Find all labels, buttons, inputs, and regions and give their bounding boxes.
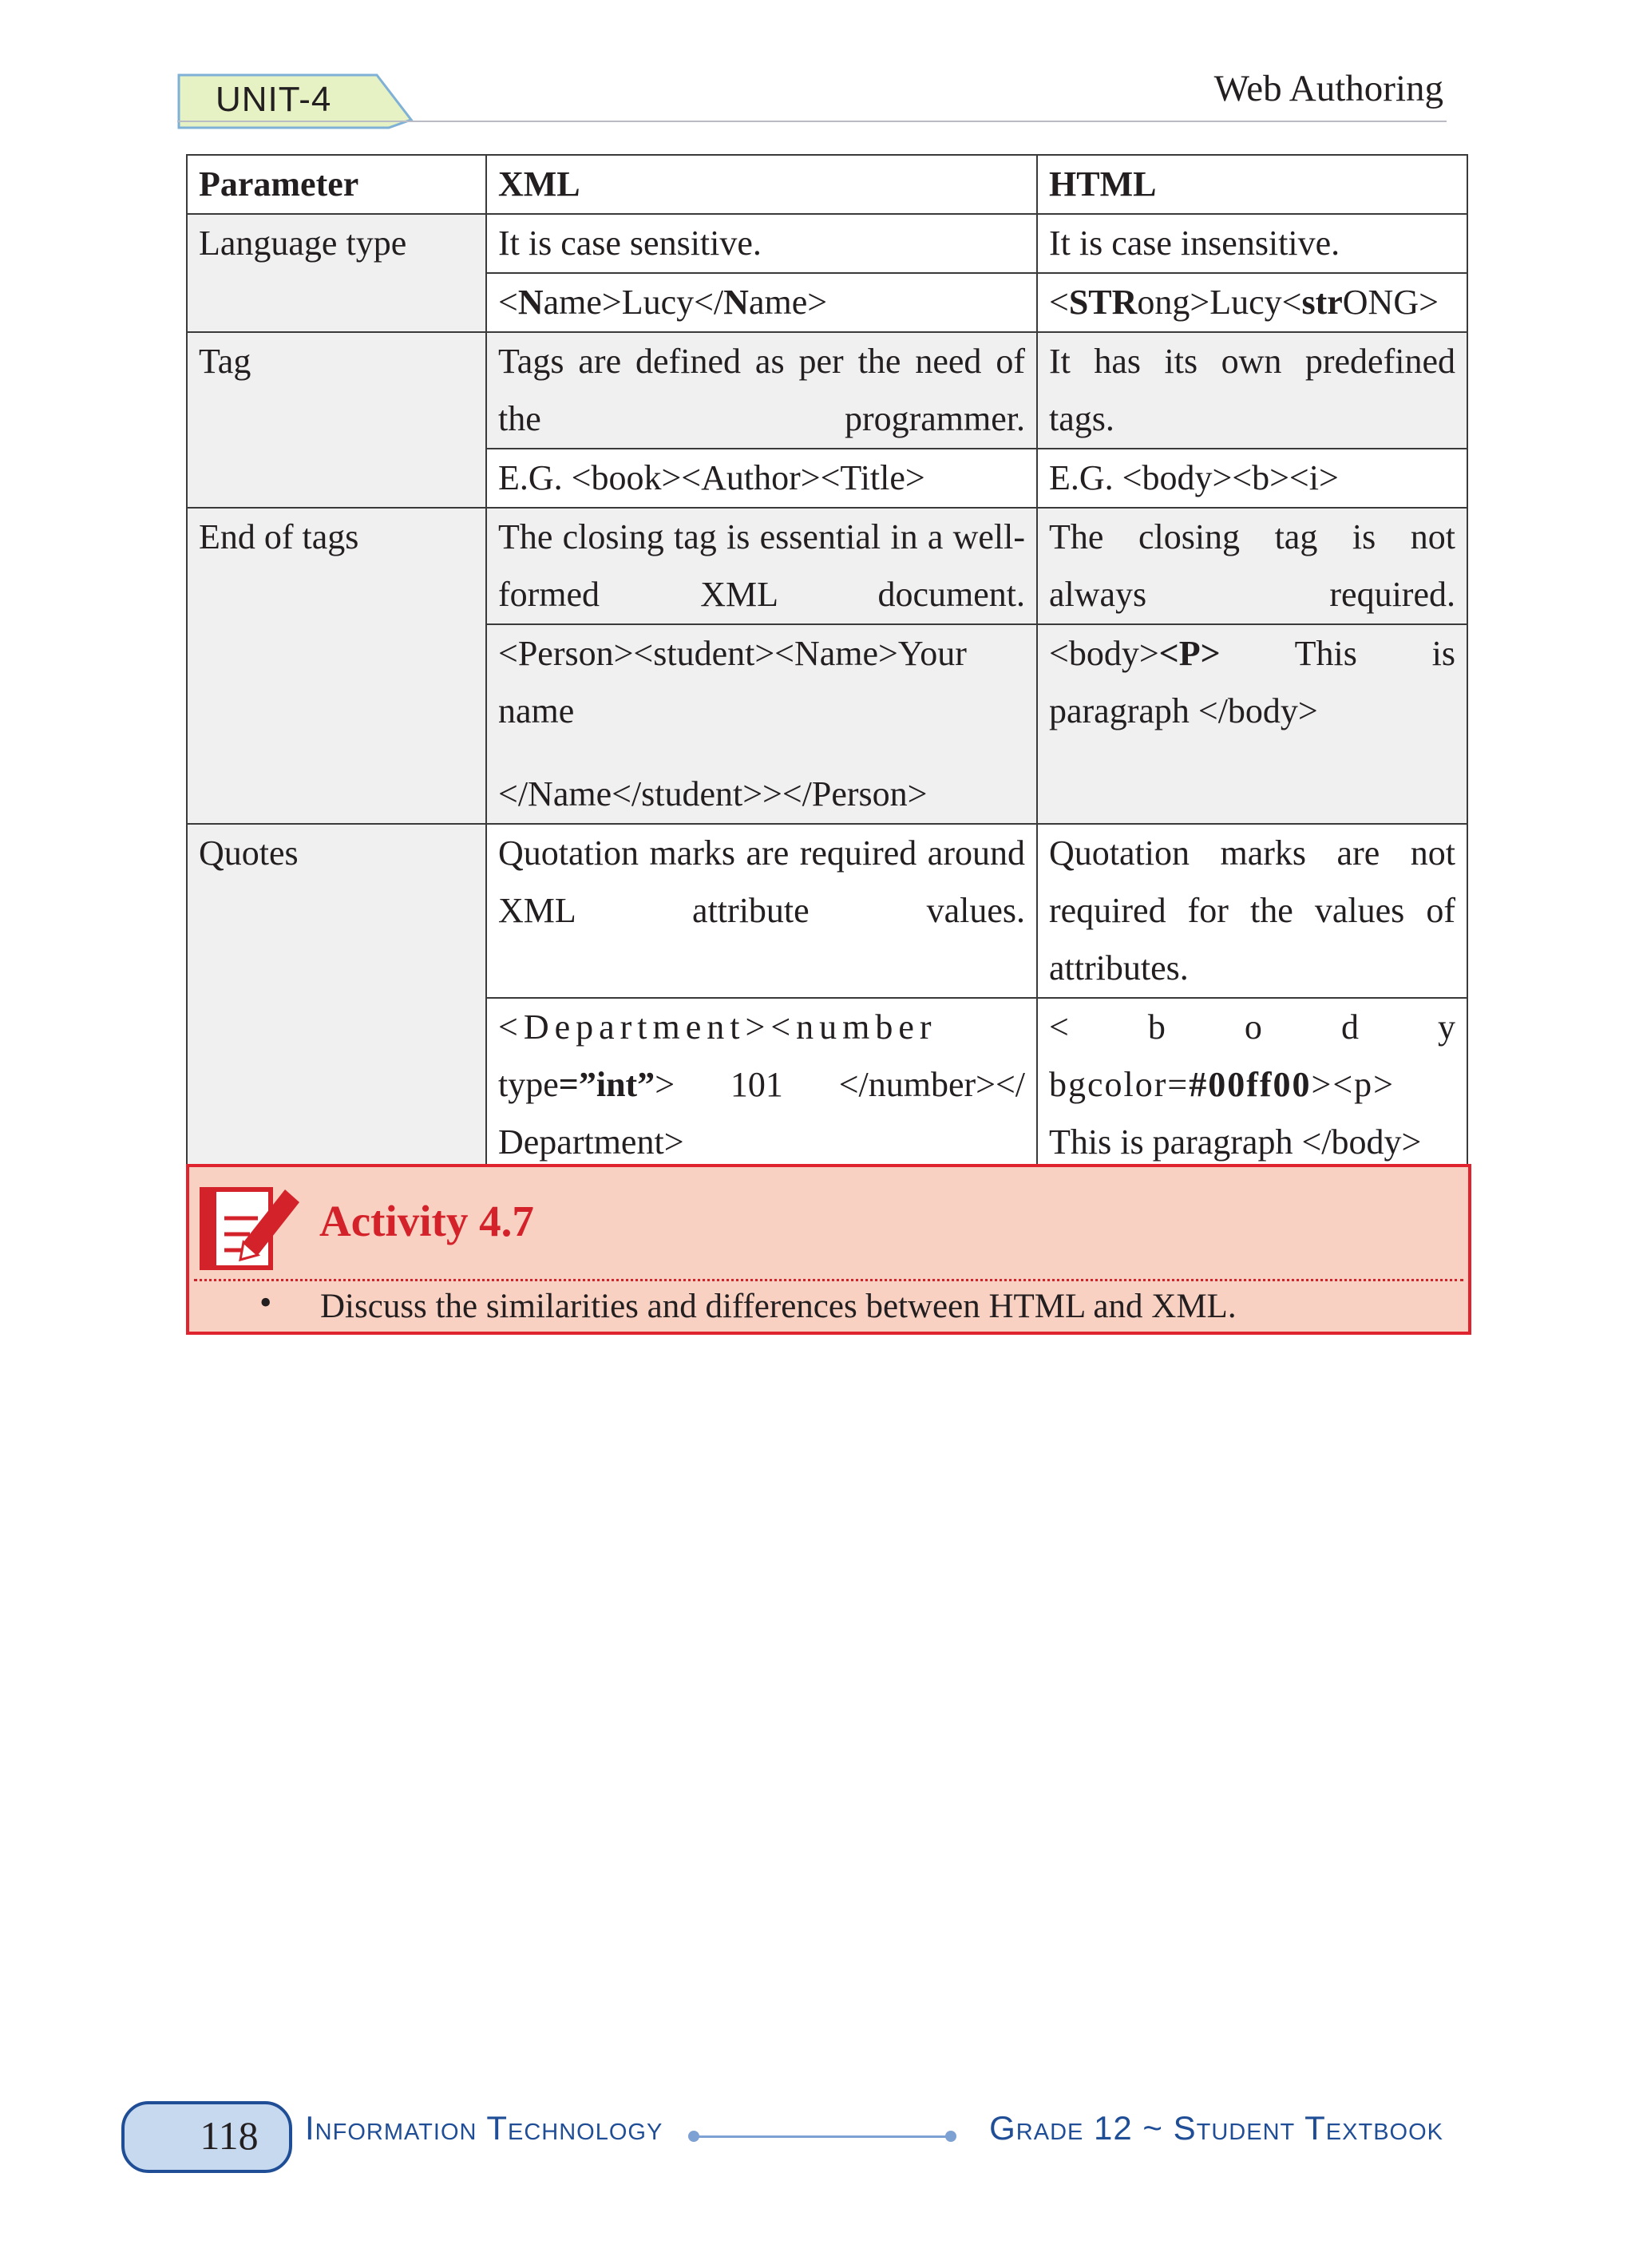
param-quotes: Quotes [187,824,486,1172]
xml-language-type: It is case sensitive. [486,214,1037,273]
html-quotes-example: < b o d y bgcolor=#00ff00><p> This is paragraph </body> [1037,998,1467,1172]
page-number: 118 [200,2113,259,2158]
activity-bullet: • [259,1283,272,1322]
xml-tag: Tags are defined as per the need of the programmer. [498,342,1025,438]
activity-pencil-icon [199,1178,303,1273]
footer-line [693,2135,950,2138]
xml-language-example: <Name>Lucy</Name> [486,273,1037,332]
table-row [187,824,1467,998]
header-title: Web Authoring [1213,68,1443,109]
footer-grade: Grade 12 ~ Student Textbook [989,2109,1443,2147]
html-end-of-tags: The closing tag is not always required. [1049,517,1455,614]
header-divider [177,121,1447,122]
html-tag-example: E.G. <body><b><i> [1037,449,1467,508]
html-end-of-tags-example: <body><P> This is paragraph </body> [1037,624,1467,824]
table-row [187,508,1467,624]
xml-html-comparison-table [186,154,1468,1173]
header-xml: XML [486,155,1037,214]
xml-quotes-example: <Department><number type=”int”> 101 </number></ Department> [486,998,1037,1172]
footer-subject: Information Technology [305,2109,663,2147]
xml-tag-example: E.G. <book><Author><Title> [486,449,1037,508]
header-parameter: Parameter [187,155,486,214]
html-language-type: It is case insensitive. [1037,214,1467,273]
html-language-example: <STRong>Lucy<strONG> [1037,273,1467,332]
table-header-row [187,155,1467,214]
activity-divider [194,1279,1463,1281]
param-end-of-tags: End of tags [187,508,486,824]
param-language-type: Language type [187,214,486,332]
footer-line-dot-right [945,2131,956,2142]
table-row [187,214,1467,273]
header-html: HTML [1037,155,1467,214]
html-tag: It has its own predefined tags. [1049,342,1455,438]
html-quotes: Quotation marks are not required for the values of attributes. [1049,833,1455,988]
param-tag: Tag [187,332,486,508]
table-row [187,332,1467,449]
activity-box [186,1164,1471,1335]
unit-label: UNIT-4 [216,80,332,119]
xml-end-of-tags: The closing tag is essential in a well-formed XML document. [498,517,1025,614]
xml-end-of-tags-example: <Person><student><Name>Your name </Name</student>></Person> [486,624,1037,824]
activity-text: Discuss the similarities and differences between HTML and XML. [320,1288,1237,1325]
xml-quotes: Quotation marks are required around XML attribute values. [498,833,1025,930]
activity-title: Activity 4.7 [319,1197,534,1245]
